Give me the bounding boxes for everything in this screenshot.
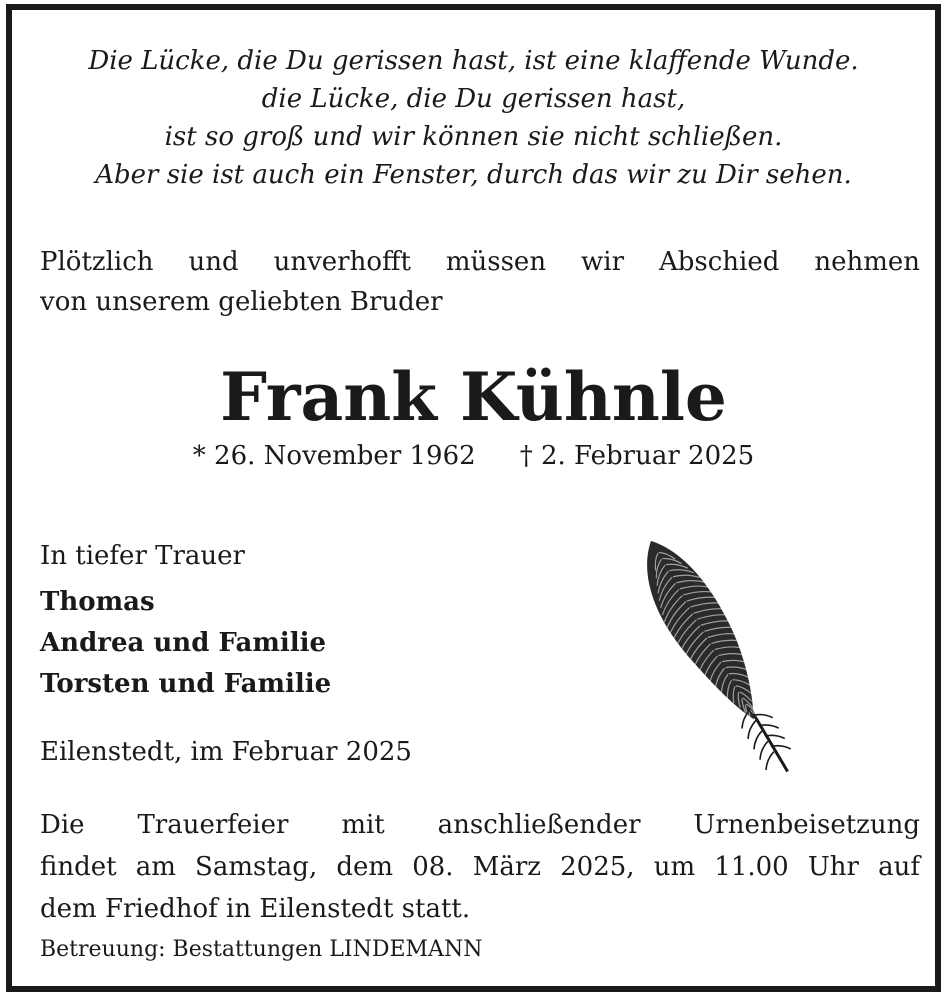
feather-icon bbox=[624, 510, 804, 795]
place-date: Eilenstedt, im Februar 2025 bbox=[40, 737, 412, 767]
poem-line: Die Lücke, die Du gerissen hast, ist eine klaffende Wunde. bbox=[88, 46, 859, 76]
service-line: Die Trauerfeier mit anschließender Urnenbeisetzung bbox=[40, 810, 920, 840]
undertaker-credit: Betreuung: Bestattungen LINDEMANN bbox=[40, 937, 483, 962]
life-dates bbox=[12, 436, 935, 476]
poem-line: ist so groß und wir können sie nicht schließen. bbox=[164, 122, 783, 152]
poem-line: die Lücke, die Du gerissen hast, bbox=[261, 84, 686, 114]
mourner-name: Andrea und Familie bbox=[40, 628, 326, 658]
deceased-name: Frank Kühnle bbox=[220, 358, 727, 436]
intro-line: Plötzlich und unverhofft müssen wir Abschied nehmen bbox=[40, 247, 920, 277]
obituary-frame bbox=[6, 4, 941, 992]
funeral-service-info bbox=[40, 804, 920, 930]
service-line: dem Friedhof in Eilenstedt statt. bbox=[40, 894, 471, 924]
mourner-name: Thomas bbox=[40, 587, 155, 617]
poem-line: Aber sie ist auch ein Fenster, durch das wir zu Dir sehen. bbox=[95, 160, 852, 190]
mourners-list bbox=[40, 582, 331, 705]
death-date: † 2. Februar 2025 bbox=[519, 441, 755, 471]
announcement-intro bbox=[40, 242, 920, 322]
service-line: findet am Samstag, dem 08. März 2025, um 11.00 Uhr auf bbox=[40, 852, 920, 882]
mourning-heading: In tiefer Trauer bbox=[40, 541, 245, 571]
birth-date: * 26. November 1962 bbox=[192, 441, 476, 471]
poem bbox=[12, 42, 935, 194]
intro-line: von unserem geliebten Bruder bbox=[40, 287, 443, 317]
mourner-name: Torsten und Familie bbox=[40, 669, 332, 699]
